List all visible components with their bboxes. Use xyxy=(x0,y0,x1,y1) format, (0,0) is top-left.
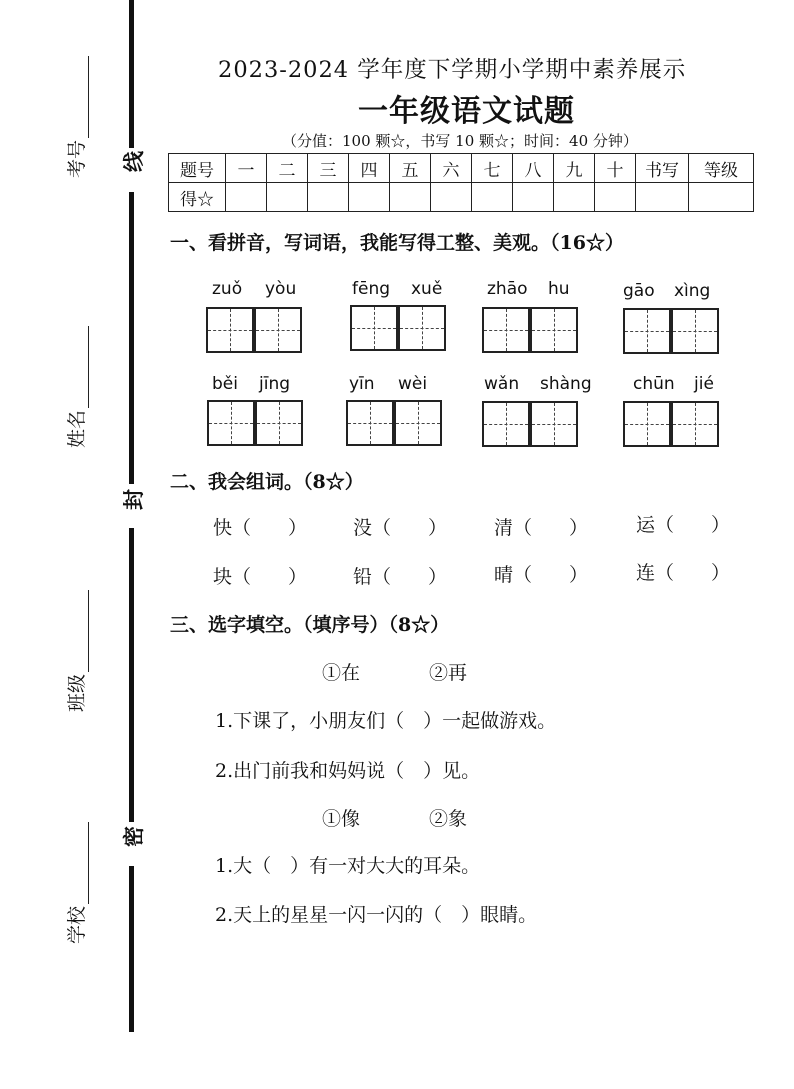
word-item[interactable]: 连（ ） xyxy=(636,562,731,584)
writing-grid[interactable] xyxy=(255,400,303,446)
fill-blank-sentence[interactable]: 2.出门前我和妈妈说（ ）见。 xyxy=(215,760,481,782)
fill-blank-sentence[interactable]: 1.大（ ）有一对大大的耳朵。 xyxy=(215,855,481,877)
word-item[interactable]: 铅（ ） xyxy=(353,566,448,588)
table-row xyxy=(169,154,754,183)
writing-grid[interactable] xyxy=(346,400,394,446)
option-a: ①像 xyxy=(322,808,361,830)
seal-line-char: 线 xyxy=(122,149,144,175)
section-1-heading: 一、看拼音，写词语，我能写得工整、美观。（16☆） xyxy=(170,232,624,254)
pinyin: shàng xyxy=(540,374,592,394)
column-header: 六 xyxy=(431,154,472,183)
row-label: 得☆ xyxy=(169,183,226,212)
writing-grid[interactable] xyxy=(623,308,671,354)
writing-grid[interactable] xyxy=(394,400,442,446)
column-header: 七 xyxy=(472,154,513,183)
fill-blank-sentence[interactable]: 1.下课了，小朋友们（ ）一起做游戏。 xyxy=(215,710,557,732)
writing-grid[interactable] xyxy=(530,401,578,447)
pinyin: xìng xyxy=(674,281,711,301)
class-label: 班级 xyxy=(66,673,88,712)
score-cell[interactable] xyxy=(390,183,431,212)
word-item[interactable]: 块（ ） xyxy=(213,566,308,588)
writing-grid[interactable] xyxy=(398,305,446,351)
name-field[interactable] xyxy=(62,326,89,448)
column-header: 等级 xyxy=(689,154,754,183)
score-cell[interactable] xyxy=(267,183,308,212)
pinyin: xuě xyxy=(411,279,443,299)
score-cell[interactable] xyxy=(431,183,472,212)
score-cell[interactable] xyxy=(472,183,513,212)
word-item[interactable]: 没（ ） xyxy=(353,517,448,539)
writing-grid[interactable] xyxy=(254,307,302,353)
exam-number-label: 考号 xyxy=(66,139,88,178)
writing-grid[interactable] xyxy=(482,401,530,447)
option-b: ②再 xyxy=(429,662,468,684)
row-label: 题号 xyxy=(169,154,226,183)
fill-blank-sentence[interactable]: 2.天上的星星一闪一闪的（ ）眼睛。 xyxy=(215,904,538,926)
score-cell[interactable] xyxy=(636,183,689,212)
writing-grid[interactable] xyxy=(482,307,530,353)
writing-grid[interactable] xyxy=(350,305,398,351)
column-header: 九 xyxy=(554,154,595,183)
column-header: 五 xyxy=(390,154,431,183)
score-cell[interactable] xyxy=(689,183,754,212)
pinyin: hu xyxy=(548,279,570,299)
score-note: （分值：100 颗☆，书写 10 颗☆；时间：40 分钟） xyxy=(282,132,638,150)
writing-grid[interactable] xyxy=(671,308,719,354)
word-item[interactable]: 清（ ） xyxy=(494,517,589,539)
score-cell[interactable] xyxy=(513,183,554,212)
writing-grid[interactable] xyxy=(207,400,255,446)
school-label: 学校 xyxy=(66,905,88,944)
pinyin: běi xyxy=(212,374,238,394)
column-header: 八 xyxy=(513,154,554,183)
class-field[interactable] xyxy=(62,590,89,712)
writing-grid[interactable] xyxy=(530,307,578,353)
pinyin: zuǒ xyxy=(212,279,243,299)
name-label: 姓名 xyxy=(66,409,88,448)
score-cell[interactable] xyxy=(349,183,390,212)
pinyin: chūn xyxy=(633,374,675,394)
score-cell[interactable] xyxy=(554,183,595,212)
school-field[interactable] xyxy=(62,822,89,944)
exam-title: 2023-2024 学年度下学期小学期中素养展示 xyxy=(218,57,687,83)
pinyin: wèi xyxy=(398,374,428,394)
score-cell[interactable] xyxy=(226,183,267,212)
pinyin: fēng xyxy=(352,279,391,299)
word-item[interactable]: 运（ ） xyxy=(636,514,731,536)
option-a: ①在 xyxy=(322,662,361,684)
writing-grid[interactable] xyxy=(206,307,254,353)
page-title: 一年级语文试题 xyxy=(358,94,575,129)
column-header: 一 xyxy=(226,154,267,183)
pinyin: yòu xyxy=(265,279,297,299)
seal-seal-char: 封 xyxy=(122,487,144,513)
table-row xyxy=(169,183,754,212)
pinyin: jīng xyxy=(259,374,291,394)
word-item[interactable]: 晴（ ） xyxy=(494,564,589,586)
column-header: 三 xyxy=(308,154,349,183)
column-header: 二 xyxy=(267,154,308,183)
pinyin: yīn xyxy=(349,374,375,394)
option-b: ②象 xyxy=(429,808,468,830)
exam-number-field[interactable] xyxy=(62,56,89,178)
score-cell[interactable] xyxy=(308,183,349,212)
score-table xyxy=(168,153,754,212)
column-header: 四 xyxy=(349,154,390,183)
pinyin: zhāo xyxy=(487,279,528,299)
section-2-heading: 二、我会组词。（8☆） xyxy=(170,471,364,493)
writing-grid[interactable] xyxy=(671,401,719,447)
pinyin: jié xyxy=(694,374,714,394)
column-header: 十 xyxy=(595,154,636,183)
pinyin: gāo xyxy=(623,281,655,301)
pinyin: wǎn xyxy=(484,374,520,394)
column-header: 书写 xyxy=(636,154,689,183)
writing-grid[interactable] xyxy=(623,401,671,447)
seal-secret-char: 密 xyxy=(122,824,144,850)
section-3-heading: 三、选字填空。（填序号）（8☆） xyxy=(170,614,450,636)
score-cell[interactable] xyxy=(595,183,636,212)
word-item[interactable]: 快（ ） xyxy=(213,517,308,539)
